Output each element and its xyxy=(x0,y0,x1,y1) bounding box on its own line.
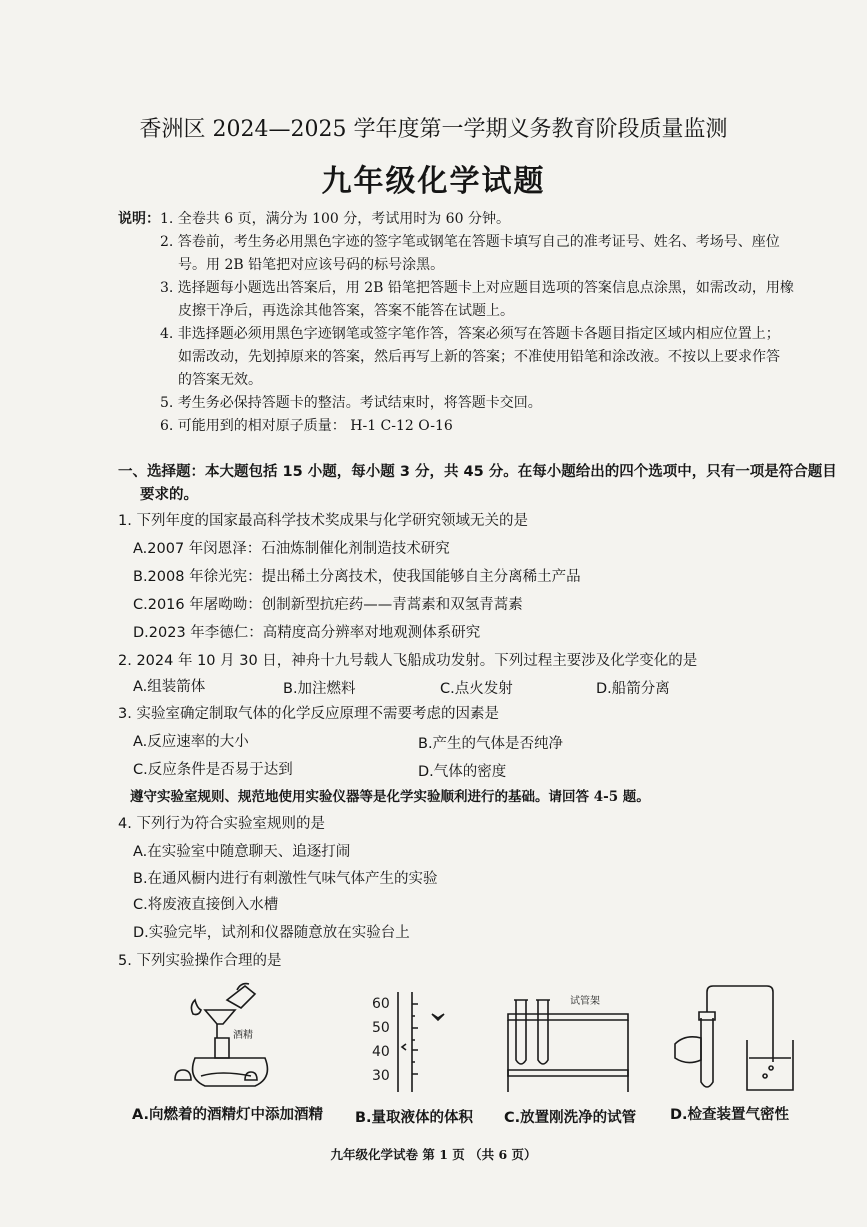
question-4-stem: 4. 下列行为符合实验室规则的是 xyxy=(118,816,325,832)
question-group-intro: 遵守实验室规则、规范地使用实验仪器等是化学实验顺利进行的基础。请回答 4-5 题。 xyxy=(130,789,650,805)
question-4-option-c: C.将废液直接倒入水槽 xyxy=(133,897,279,913)
note-line: 4. 非选择题必须用黑色字迹钢笔或签字笔作答，答案必须写在答题卡各题目指定区域内相应位置上； xyxy=(160,326,780,342)
question-4-option-d: D.实验完毕，试剂和仪器随意放在实验台上 xyxy=(133,925,410,941)
note-line: 皮擦干净后，再选涂其他答案，答案不能答在试题上。 xyxy=(178,303,514,319)
note-line: 2. 答卷前，考生务必用黑色字迹的签字笔或钢笔在答题卡填写自己的准考证号、姓名、考场号、座位 xyxy=(160,234,780,250)
question-1-option-a: A.2007 年闵恩泽：石油炼制催化剂制造技术研究 xyxy=(133,541,450,557)
question-3-option-b: B.产生的气体是否纯净 xyxy=(418,736,564,752)
note-line: 1. 全卷共 6 页，满分为 100 分，考试用时为 60 分钟。 xyxy=(160,211,510,227)
note-line: 的答案无效。 xyxy=(178,372,262,388)
notes-label: 说明： xyxy=(118,211,160,227)
question-4-option-a: A.在实验室中随意聊天、追逐打闹 xyxy=(133,844,351,860)
figure-c-label: 试管架 xyxy=(570,996,600,1007)
cylinder-tick-30: 30 xyxy=(372,1068,390,1084)
question-2-option-d: D.船箭分离 xyxy=(596,681,670,697)
figure-b-caption: B.量取液体的体积 xyxy=(355,1110,474,1126)
note-line: 号。用 2B 铅笔把对应该号码的标号涂黑。 xyxy=(178,257,445,273)
cylinder-tick-50: 50 xyxy=(372,1020,390,1036)
figure-d-caption: D.检查装置气密性 xyxy=(670,1107,790,1123)
question-1-option-b: B.2008 年徐光宪：提出稀土分离技术，使我国能够自主分离稀土产品 xyxy=(133,569,581,585)
figure-c-caption: C.放置刚洗净的试管 xyxy=(504,1110,637,1126)
cylinder-tick-60: 60 xyxy=(372,996,390,1012)
section-heading-cont: 要求的。 xyxy=(140,487,198,503)
note-line: 5. 考生务必保持答题卡的整洁。考试结束时，将答题卡交回。 xyxy=(160,395,542,411)
exam-header: 香洲区 2024—2025 学年度第一学期义务教育阶段质量监测 xyxy=(139,117,728,142)
question-2-option-c: C.点火发射 xyxy=(440,681,513,697)
figure-a-label: 酒精 xyxy=(233,1030,253,1041)
page-footer: 九年级化学试卷 第 1 页 （共 6 页） xyxy=(330,1147,537,1162)
question-2-option-a: A.组装箭体 xyxy=(133,679,206,695)
question-1-stem: 1. 下列年度的国家最高科学技术奖成果与化学研究领域无关的是 xyxy=(118,513,528,529)
note-line: 6. 可能用到的相对原子质量： H-1 C-12 O-16 xyxy=(160,418,453,434)
question-3-option-c: C.反应条件是否易于达到 xyxy=(133,762,293,778)
section-heading: 一、选择题：本大题包括 15 小题，每小题 3 分，共 45 分。在每小题给出的四个选项中，只有一项是符合题目 xyxy=(118,464,837,480)
question-1-option-d: D.2023 年李德仁：高精度高分辨率对地观测体系研究 xyxy=(133,625,481,641)
note-line: 如需改动，先划掉原来的答案，然后再写上新的答案；不准使用铅笔和涂改液。不按以上要求作答 xyxy=(178,349,780,365)
note-line: 3. 选择题每小题选出答案后，用 2B 铅笔把答题卡上对应题目选项的答案信息点涂黑，如需改动，用橡 xyxy=(160,280,794,296)
exam-title: 九年级化学试题 xyxy=(321,164,546,199)
question-3-option-a: A.反应速率的大小 xyxy=(133,734,249,750)
question-3-option-d: D.气体的密度 xyxy=(418,764,507,780)
figure-d-airtightness-check xyxy=(665,978,795,1095)
question-4-option-b: B.在通风橱内进行有刺激性气味气体产生的实验 xyxy=(133,871,438,887)
question-1-option-c: C.2016 年屠呦呦：创制新型抗疟药——青蒿素和双氢青蒿素 xyxy=(133,597,523,613)
cylinder-tick-40: 40 xyxy=(372,1044,390,1060)
question-3-stem: 3. 实验室确定制取气体的化学反应原理不需要考虑的因素是 xyxy=(118,706,499,722)
question-5-stem: 5. 下列实验操作合理的是 xyxy=(118,953,282,969)
figure-a-caption: A.向燃着的酒精灯中添加酒精 xyxy=(132,1107,323,1123)
question-2-stem: 2. 2024 年 10 月 30 日，神舟十九号载人飞船成功发射。下列过程主要涉及化学变化的是 xyxy=(118,653,698,669)
figure-a-alcohol-lamp xyxy=(165,980,280,1095)
figure-b-graduated-cylinder xyxy=(370,990,470,1095)
question-2-option-b: B.加注燃料 xyxy=(283,681,356,697)
figure-c-test-tube-rack xyxy=(498,990,638,1095)
